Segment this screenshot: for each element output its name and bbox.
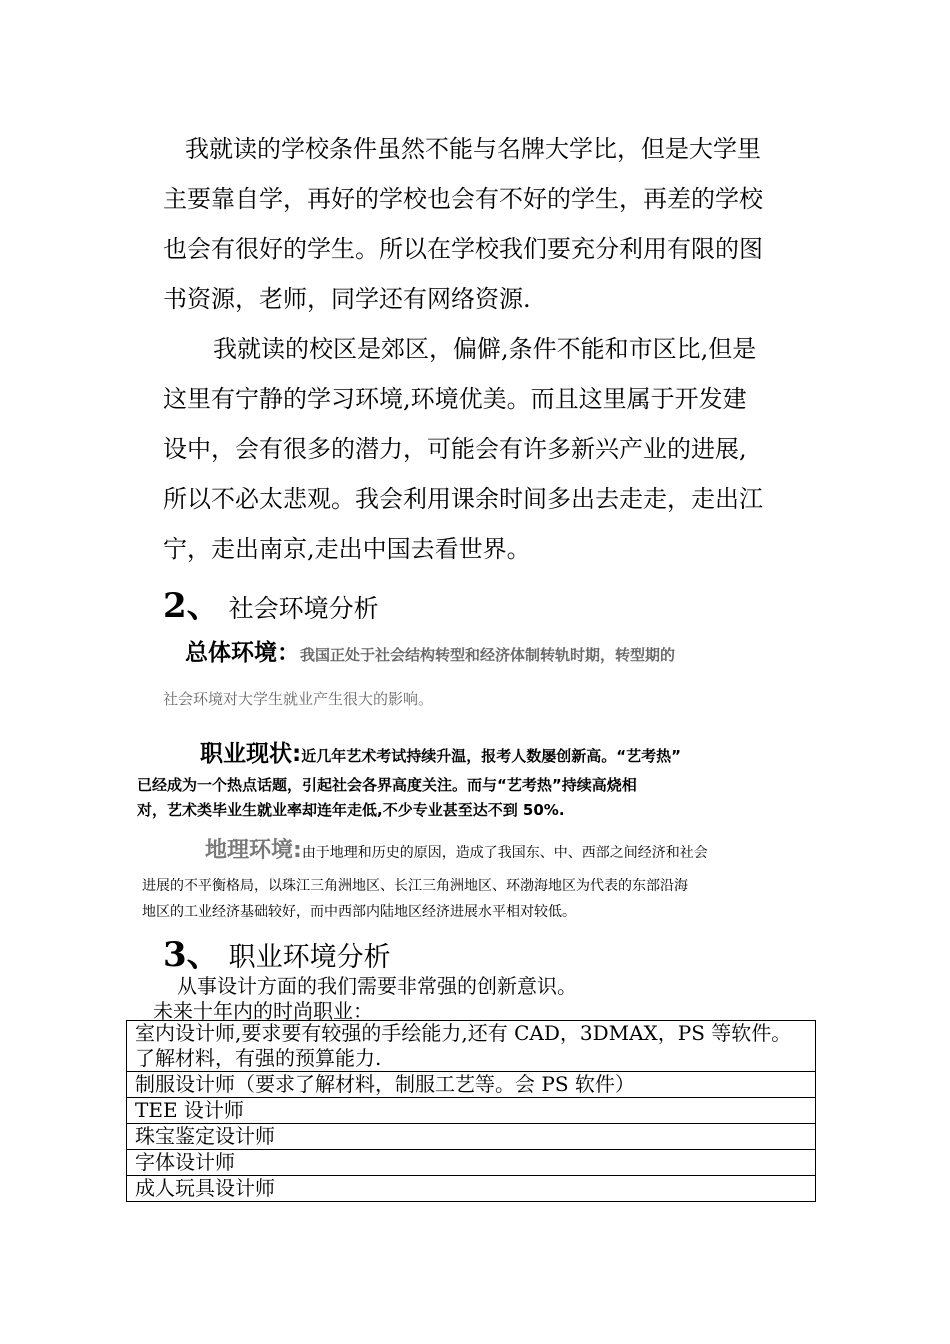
geo-environment-paragraph xyxy=(205,833,708,864)
table-cell: 制服设计师（要求了解材料，制服工艺等。会 PS 软件） xyxy=(127,1072,816,1098)
overall-environment-label: 总体环境： xyxy=(185,640,300,666)
career-status-label: 职业现状: xyxy=(200,741,302,767)
text-line: 这里有宁静的学习环境,环境优美。而且这里属于开发建 xyxy=(163,385,747,413)
text-line: 书资源，老师，同学还有网络资源. xyxy=(163,285,531,313)
text-line: 也会有很好的学生。所以在学校我们要充分利用有限的图 xyxy=(163,235,763,263)
intro-future-careers: 未来十年内的时尚职业： xyxy=(153,999,373,1023)
table-row xyxy=(127,1072,816,1098)
overall-environment-text: 我国正处于社会结构转型和经济体制转轨时期，转型期的 xyxy=(300,646,676,664)
section-number: 2、 xyxy=(163,586,221,626)
section-title: 社会环境分析 xyxy=(228,594,379,623)
geo-environment-text-continued: 进展的不平衡格局，以珠江三角洲地区、长江三角洲地区、环渤海地区为代表的东部沿海 xyxy=(142,878,688,894)
table-cell: TEE 设计师 xyxy=(127,1098,816,1124)
text-line: 设中，会有很多的潜力，可能会有许多新兴产业的进展, xyxy=(163,435,747,463)
table-cell: 成人玩具设计师 xyxy=(127,1176,816,1202)
table-row xyxy=(127,1124,816,1150)
geo-environment-text: 由于地理和历史的原因，造成了我国东、中、西部之间经济和社会 xyxy=(301,845,708,861)
career-status-paragraph xyxy=(200,735,681,768)
section-heading-social-environment xyxy=(163,578,379,627)
text-line: 宁，走出南京,走出中国去看世界。 xyxy=(163,535,531,563)
table-cell: 室内设计师,要求要有较强的手绘能力,还有 CAD，3DMAX，PS 等软件。了解材料，有强的预算能力. xyxy=(127,1021,816,1072)
table-row xyxy=(127,1150,816,1176)
section-heading-career-environment xyxy=(163,927,391,976)
table-cell: 珠宝鉴定设计师 xyxy=(127,1124,816,1150)
section-number: 3、 xyxy=(163,935,221,975)
career-status-text: 近几年艺术考试持续升温，报考人数屡创新高。“艺考热” xyxy=(301,747,681,765)
table-cell: 字体设计师 xyxy=(127,1150,816,1176)
overall-environment-paragraph xyxy=(185,634,675,667)
table-row xyxy=(127,1098,816,1124)
future-careers-table xyxy=(126,1020,816,1202)
text-line: 所以不必太悲观。我会利用课余时间多出去走走，走出江 xyxy=(163,485,763,513)
table-row xyxy=(127,1176,816,1202)
table-row xyxy=(127,1021,816,1072)
career-status-text-continued: 已经成为一个热点话题，引起社会各界高度关注。而与“艺考热”持续高烧相 xyxy=(137,776,637,794)
geo-environment-text-continued: 地区的工业经济基础较好，而中西部内陆地区经济进展水平相对较低。 xyxy=(142,904,576,920)
intro-innovation: 从事设计方面的我们需要非常强的创新意识。 xyxy=(177,974,577,998)
geo-environment-label: 地理环境: xyxy=(205,838,302,863)
text-line: 我就读的校区是郊区，偏僻,条件不能和市区比,但是 xyxy=(213,335,757,363)
paragraph-school-conditions xyxy=(163,124,813,324)
text-line: 我就读的学校条件虽然不能与名牌大学比，但是大学里 xyxy=(185,135,761,163)
overall-environment-text-continued: 社会环境对大学生就业产生很大的影响。 xyxy=(163,690,434,708)
paragraph-campus-location xyxy=(163,324,813,574)
text-line: 主要靠自学，再好的学校也会有不好的学生，再差的学校 xyxy=(163,185,763,213)
section-title: 职业环境分析 xyxy=(228,942,391,973)
career-status-text-continued: 对，艺术类毕业生就业率却连年走低,不少专业甚至达不到 50%. xyxy=(137,801,565,819)
